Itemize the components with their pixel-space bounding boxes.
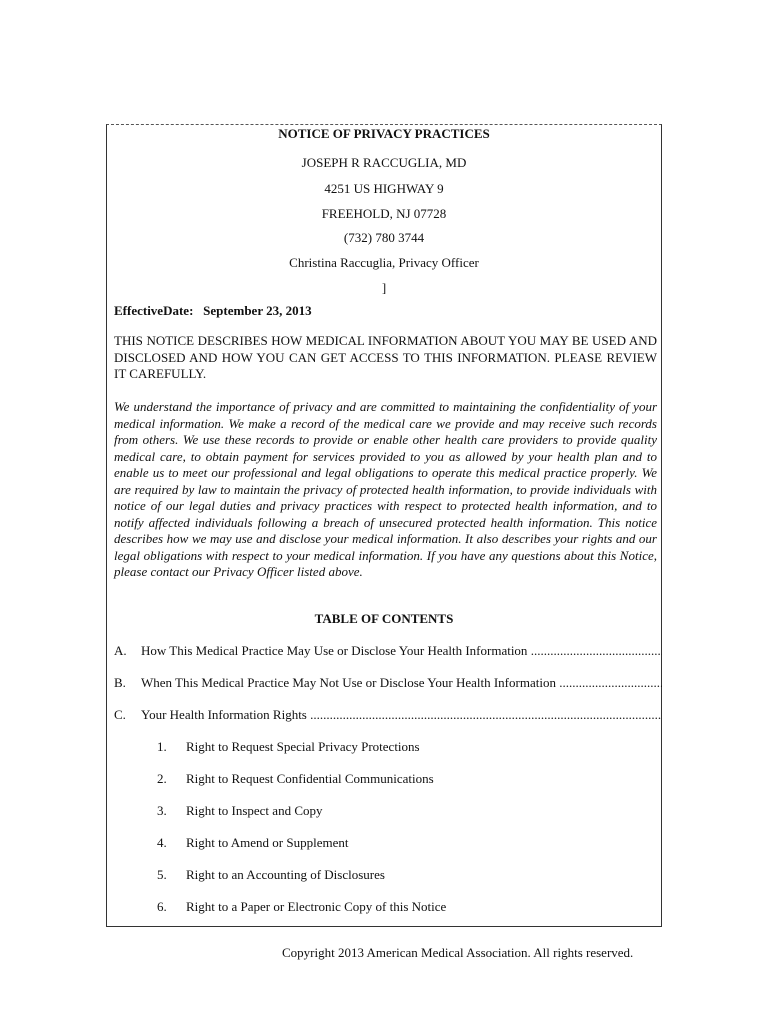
privacy-officer: Christina Raccuglia, Privacy Officer — [289, 255, 479, 270]
toc-section-title: How This Medical Practice May Use or Disclose Your Health Information ..... — [141, 643, 662, 659]
right-number: 5. — [157, 867, 167, 882]
warning-paragraph: THIS NOTICE DESCRIBES HOW MEDICAL INFORMATION ABOUT YOU MAY BE USED AND DISCLOSED AND HOW YOU CAN GET ACCESS TO THIS INFORMATION. PLEASE REVIEW IT CAREFULLY. — [114, 333, 657, 381]
right-number: 2. — [157, 771, 167, 786]
right-number: 4. — [157, 835, 167, 850]
address-line2: FREEHOLD, NJ 07728 — [321, 206, 447, 221]
toc-section-a — [114, 643, 662, 659]
toc-heading: TABLE OF CONTENTS — [314, 611, 454, 626]
toc-letter: A. — [114, 643, 127, 658]
phone-number: (732) 780 3744 — [343, 230, 425, 245]
toc-letter: B. — [114, 675, 126, 690]
right-item-1 — [157, 739, 420, 755]
right-number: 1. — [157, 739, 167, 754]
toc-letter: C. — [114, 707, 126, 722]
effective-date-line — [114, 303, 312, 319]
copyright-footer: Copyright 2013 American Medical Association. All rights reserved. — [282, 945, 634, 960]
right-title: Right to Inspect and Copy — [186, 803, 323, 818]
right-item-2 — [157, 771, 434, 787]
right-title: Right to Request Special Privacy Protections — [186, 739, 420, 754]
right-number: 6. — [157, 899, 167, 914]
stray-mark: ] — [381, 280, 387, 295]
right-title: Right to Amend or Supplement — [186, 835, 349, 850]
right-title: Right to a Paper or Electronic Copy of this Notice — [186, 899, 447, 914]
notice-title: NOTICE OF PRIVACY PRACTICES — [278, 126, 490, 141]
right-item-4 — [157, 835, 349, 851]
right-item-6 — [157, 899, 446, 915]
practice-name: JOSEPH R RACCUGLIA, MD — [301, 155, 467, 170]
intro-paragraph: We understand the importance of privacy and are committed to maintaining the confidentiality of your medical information. We make a record of the medical care we provide and may receive such records from others. We use these records to provide or enable other health care providers to provide quality medical care, to obtain payment for services provided to you as allowed by your health plan and to enable us to meet our professional and legal obligations to operate this medical practice properly. We are required by law to maintain the privacy of protected health information, to provide individuals with notice of our legal duties and privacy practices with respect to protected health information, and to notify affected individuals following a breach of unsecured protected health information. This notice describes how we may use and disclose your medical information. It also describes your rights and our legal obligations with respect to your medical information. If you have any questions about this Notice, please contact our Privacy Officer listed above. — [114, 399, 657, 579]
right-item-5 — [157, 867, 385, 883]
address-line1: 4251 US HIGHWAY 9 — [324, 181, 444, 196]
toc-section-c — [114, 707, 662, 723]
right-number: 3. — [157, 803, 167, 818]
toc-section-title: Your Health Information Rights ..... — [141, 707, 662, 723]
right-item-3 — [157, 803, 323, 819]
right-title: Right to Request Confidential Communications — [186, 771, 434, 786]
toc-section-title: When This Medical Practice May Not Use or Disclose Your Health Information ..... — [141, 675, 662, 691]
toc-section-b — [114, 675, 662, 691]
effective-date-label: EffectiveDate: — [114, 303, 194, 318]
effective-date-value: September 23, 2013 — [203, 303, 312, 318]
right-title: Right to an Accounting of Disclosures — [186, 867, 385, 882]
